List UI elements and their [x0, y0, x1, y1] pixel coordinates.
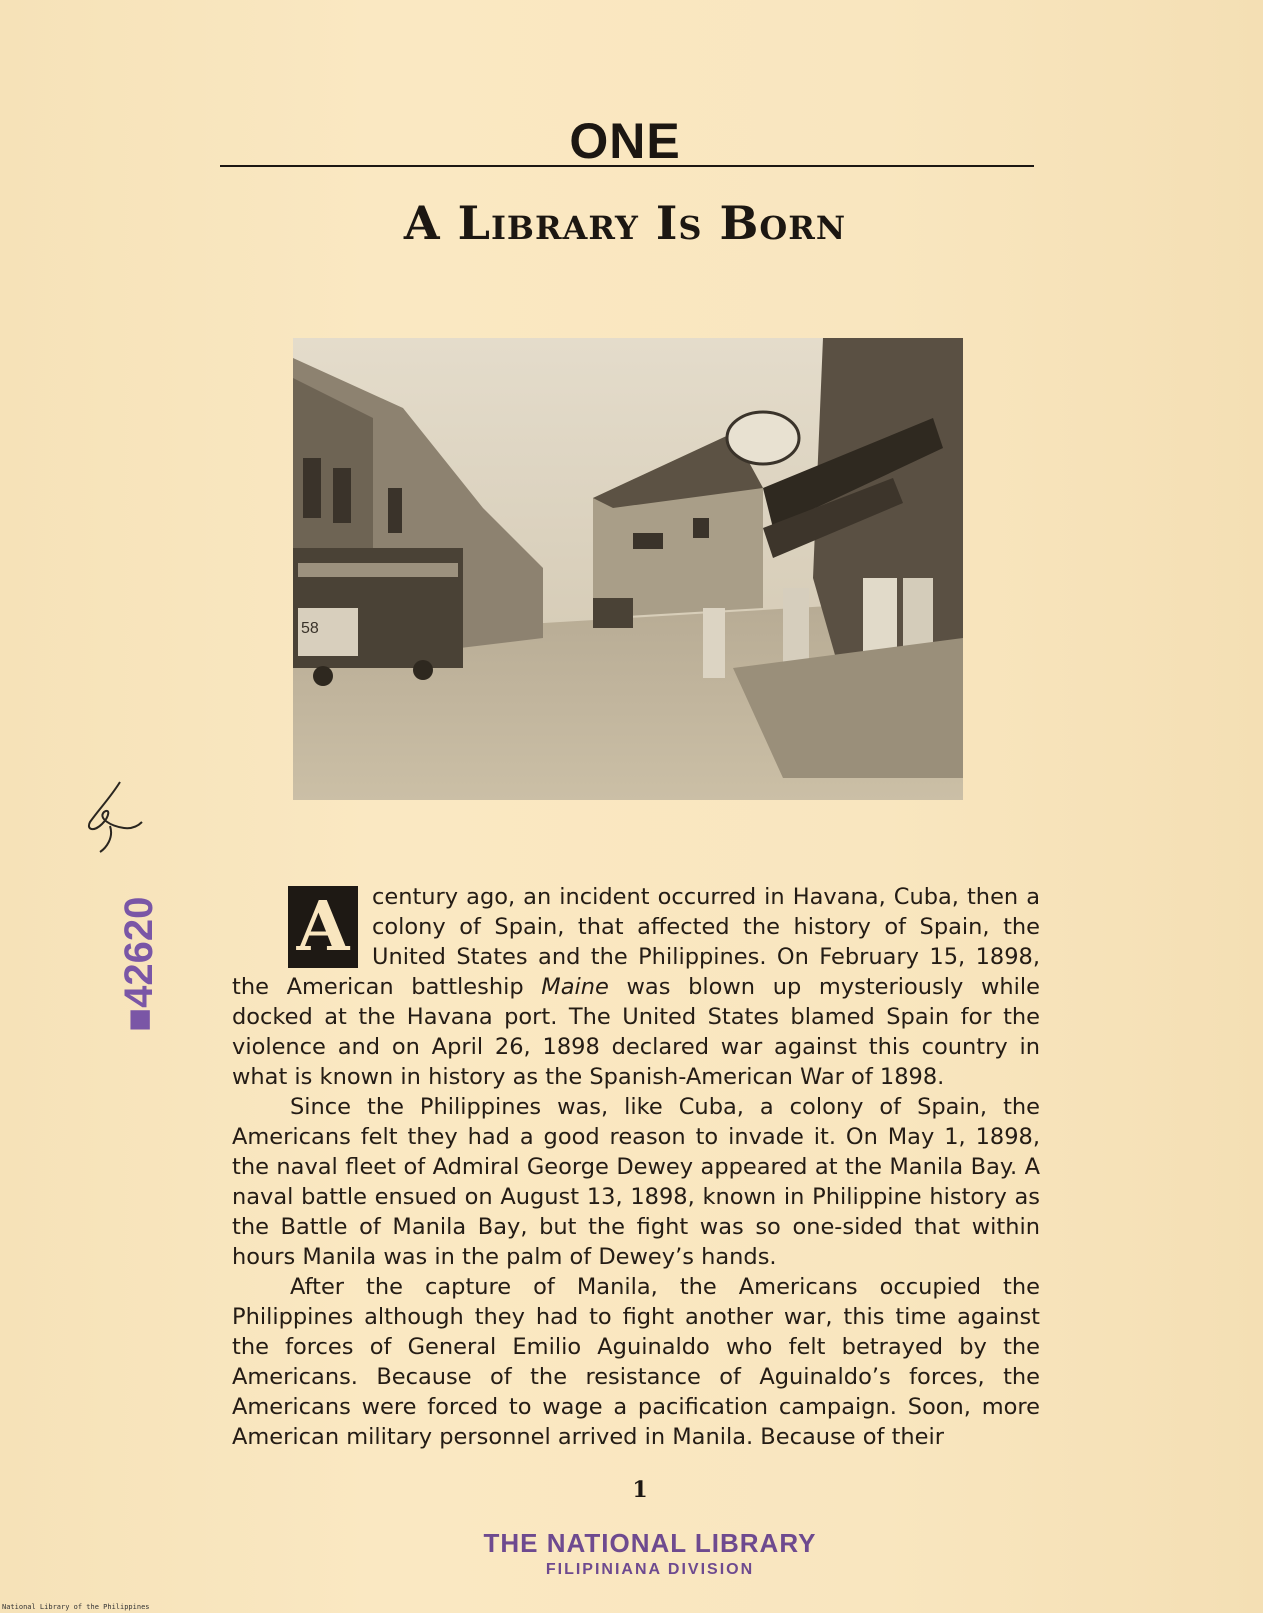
stamp-line-2: FILIPINIANA DIVISION [545, 1561, 755, 1578]
street-scene-photo [293, 338, 963, 800]
paragraph-2: Since the Philippines was, like Cuba, a colony of Spain, the Americans felt they had a good reason to invade it. On May 1, 1898, the naval fleet of Admiral George Dewey appeared at the Manila Bay. A naval battle ensued on August 13, 1898, known in Philippine history as the Battle of Manila Bay, but the fight was so one-sided that within hours Manila was in the palm of Dewey’s hands. [232, 1094, 1040, 1270]
body-text [232, 882, 1040, 1452]
tram-number: 58 [301, 620, 319, 637]
drop-cap: A [288, 886, 358, 968]
page-number: 1 [632, 1477, 648, 1503]
chapter-divider [220, 165, 1034, 167]
chapter-title: A Library Is Born [403, 196, 847, 250]
accession-number: ■42620 [117, 896, 161, 1032]
chapter-number: ONE [569, 113, 681, 169]
paragraph-1 [232, 882, 1040, 1092]
ship-name: Maine [541, 974, 609, 1000]
paragraph-3: After the capture of Manila, the Americans occupied the Philippines although they had to fight another war, this time against the forces of General Emilio Aguinaldo who felt betrayed by the Americans. Because of the resistance of Aguinaldo’s forces, the Americans were forced to wage a pacification campaign. Soon, more American military personnel arrived in Manila. Because of their [232, 1274, 1040, 1450]
footer-credit: National Library of the Philippines [2, 1603, 150, 1611]
signature-mark [80, 778, 150, 858]
library-stamp [470, 1528, 830, 1579]
accession-stamp [72, 862, 161, 1032]
stamp-line-1: THE NATIONAL LIBRARY [483, 1528, 817, 1558]
paragraph-1-text: century ago, an incident occurred in Havana, Cuba, then a colony of Spain, that affected the history of Spain, the United States and the Philippines. On February 15, 1898, the American battleship Maine was blown up mysteriously while docked at the Havana port. The United States blamed Spain for the violence and on April 26, 1898 declared war against this country in what is known in history as the Spanish-American War of 1898. [232, 884, 1041, 1090]
